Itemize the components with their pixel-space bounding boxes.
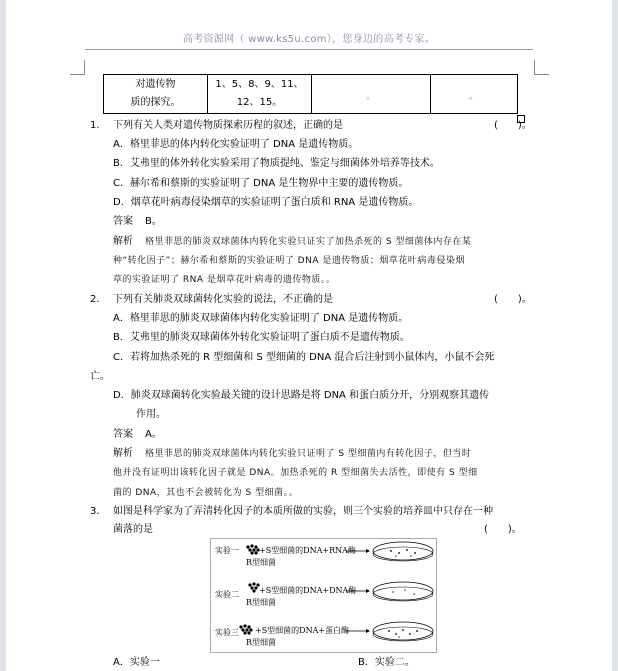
- q2-number: 2.: [90, 294, 100, 305]
- q2-option-a: A．格里菲思的肺炎双球菌体内转化实验证明了 DNA 是遗传物质。: [113, 313, 409, 324]
- exp2-bacteria-cluster: [248, 582, 259, 592]
- experiment-figure: [210, 538, 437, 653]
- q2-option-c: C．若将加热杀死的 R 型细菌和 S 型细菌的 DNA 混合后注射到小鼠体内，小鼠不会死: [113, 352, 495, 363]
- header-rule: [85, 49, 533, 50]
- left-margin-shade: [0, 0, 6, 671]
- table-values-line-2: 12、15。: [236, 97, 283, 108]
- q2-option-c-cont: 亡。: [90, 371, 110, 382]
- crop-mark-top-right: [534, 60, 549, 75]
- q2-explain-label: 解析: [113, 448, 133, 459]
- q3-number: 3.: [90, 506, 100, 517]
- exp1-label: 实验一: [215, 546, 239, 555]
- q3-option-a: A．实验一: [113, 657, 160, 668]
- q1-explain-line-2: 种“转化因子”；赫尔希和蔡斯的实验证明了 DNA 是遗传物质；烟草花叶病毒侵染烟: [113, 256, 465, 266]
- q2-stem: 下列有关肺炎双球菌转化实验的说法，不正确的是: [113, 294, 333, 305]
- exp3-label: 实验三: [215, 628, 239, 637]
- q2-option-d-cont: 作用。: [136, 409, 166, 420]
- exp1-petri-dish: [373, 542, 433, 561]
- table-label-cell: [104, 75, 208, 114]
- table-empty-cell-1: [312, 75, 431, 114]
- exp3-text: +S型细菌的DNA+蛋白酶: [255, 626, 350, 635]
- q2-answer-value: A。: [145, 429, 162, 440]
- q2-paren: ( )。: [494, 294, 532, 305]
- exp1-bacteria-cluster: [246, 544, 259, 554]
- q1-option-a: A．格里菲思的体内转化实验证明了 DNA 是遗传物质。: [113, 139, 359, 150]
- q2-explain-line-1: 格里菲思的肺炎双球菌体内转化实验只证明了 S 型细菌内有转化因子，但当时: [145, 449, 472, 459]
- cell-mark: 。: [366, 90, 376, 102]
- exp3-bacteria-cluster: [239, 624, 252, 634]
- table-label-line-1: 对遗传物: [135, 79, 176, 90]
- q1-option-d: D．烟草花叶病毒侵染烟草的实验证明了蛋白质和 RNA 是遗传物质。: [113, 197, 419, 208]
- q3-paren: ( )。: [484, 524, 522, 535]
- q2-answer-label: 答案: [113, 429, 133, 440]
- q2-option-d: D．肺炎双球菌转化实验最关键的设计思路是将 DNA 和蛋白质分开，分别观察其遗传: [113, 390, 490, 401]
- exp3-sub: R型细菌: [246, 638, 277, 647]
- exp1-arrowhead: [366, 549, 370, 553]
- exp1-text: +S型细菌的DNA+RNA酶: [259, 546, 356, 555]
- q1-number: 1.: [90, 120, 100, 131]
- q1-explain-line-3: 草的实验证明了 RNA 是烟草花叶病毒的遗传物质。。: [113, 275, 336, 285]
- cell-mark: 。: [469, 90, 479, 102]
- table-empty-cell-2: [431, 75, 518, 114]
- q3-stem-line-1: 如图是科学家为了弄清转化因子的本质所做的实验，则三个实验的培养皿中只存在一种: [113, 506, 493, 517]
- table-label-line-2: 质的探究。: [130, 97, 181, 108]
- exp2-petri-dish: [373, 582, 433, 601]
- q1-paren: ( )。: [494, 120, 532, 131]
- q1-option-b: B．艾弗里的体外转化实验采用了物质提纯、鉴定与细菌体外培养等技术。: [113, 158, 440, 169]
- q1-explain-line-1: 格里菲思的肺炎双球菌体内转化实验只证实了加热杀死的 S 型细菌体内存在某: [145, 237, 472, 247]
- table-values-line-1: 1、5、8、9、11、: [215, 79, 304, 90]
- summary-table: [103, 74, 518, 114]
- exp3-petri-dish: [373, 622, 433, 641]
- q3-stem-line-2: 菌落的是: [113, 524, 153, 535]
- q2-explain-line-3: 菌的 DNA，其也不会被转化为 S 型细菌。。: [113, 488, 299, 498]
- q1-stem: 下列有关人类对遗传物质探索历程的叙述，正确的是: [113, 120, 343, 131]
- q1-option-c: C．赫尔希和蔡斯的实验证明了 DNA 是生物界中主要的遗传物质。: [113, 178, 409, 189]
- q2-option-b: B．艾弗里的肺炎双球菌体外转化实验证明了蛋白质不是遗传物质。: [113, 332, 410, 343]
- q1-answer-value: B。: [145, 216, 162, 227]
- page-header: 高考资源网（ www.ks5u.com），您身边的高考专家。: [182, 34, 436, 45]
- exp3-arrowhead: [366, 629, 370, 633]
- right-margin-shade: [612, 0, 618, 671]
- exp2-text: +S型细菌的DNA+DNA酶: [259, 586, 357, 595]
- q3-option-b: B．实验二。: [358, 657, 415, 668]
- q2-explain-line-2: 他并没有证明出该转化因子就是 DNA。加热杀死的 R 型细菌失去活性，即使有 S 型细: [113, 468, 478, 478]
- crop-mark-top-left: [70, 60, 85, 75]
- exp2-sub: R型细菌: [246, 598, 277, 607]
- q1-explain-label: 解析: [113, 236, 133, 247]
- table-values-cell: [208, 75, 312, 114]
- exp1-sub: R型细菌: [246, 558, 277, 567]
- exp2-label: 实验二: [215, 590, 239, 599]
- exp2-arrowhead: [366, 589, 370, 593]
- q1-answer-label: 答案: [113, 216, 133, 227]
